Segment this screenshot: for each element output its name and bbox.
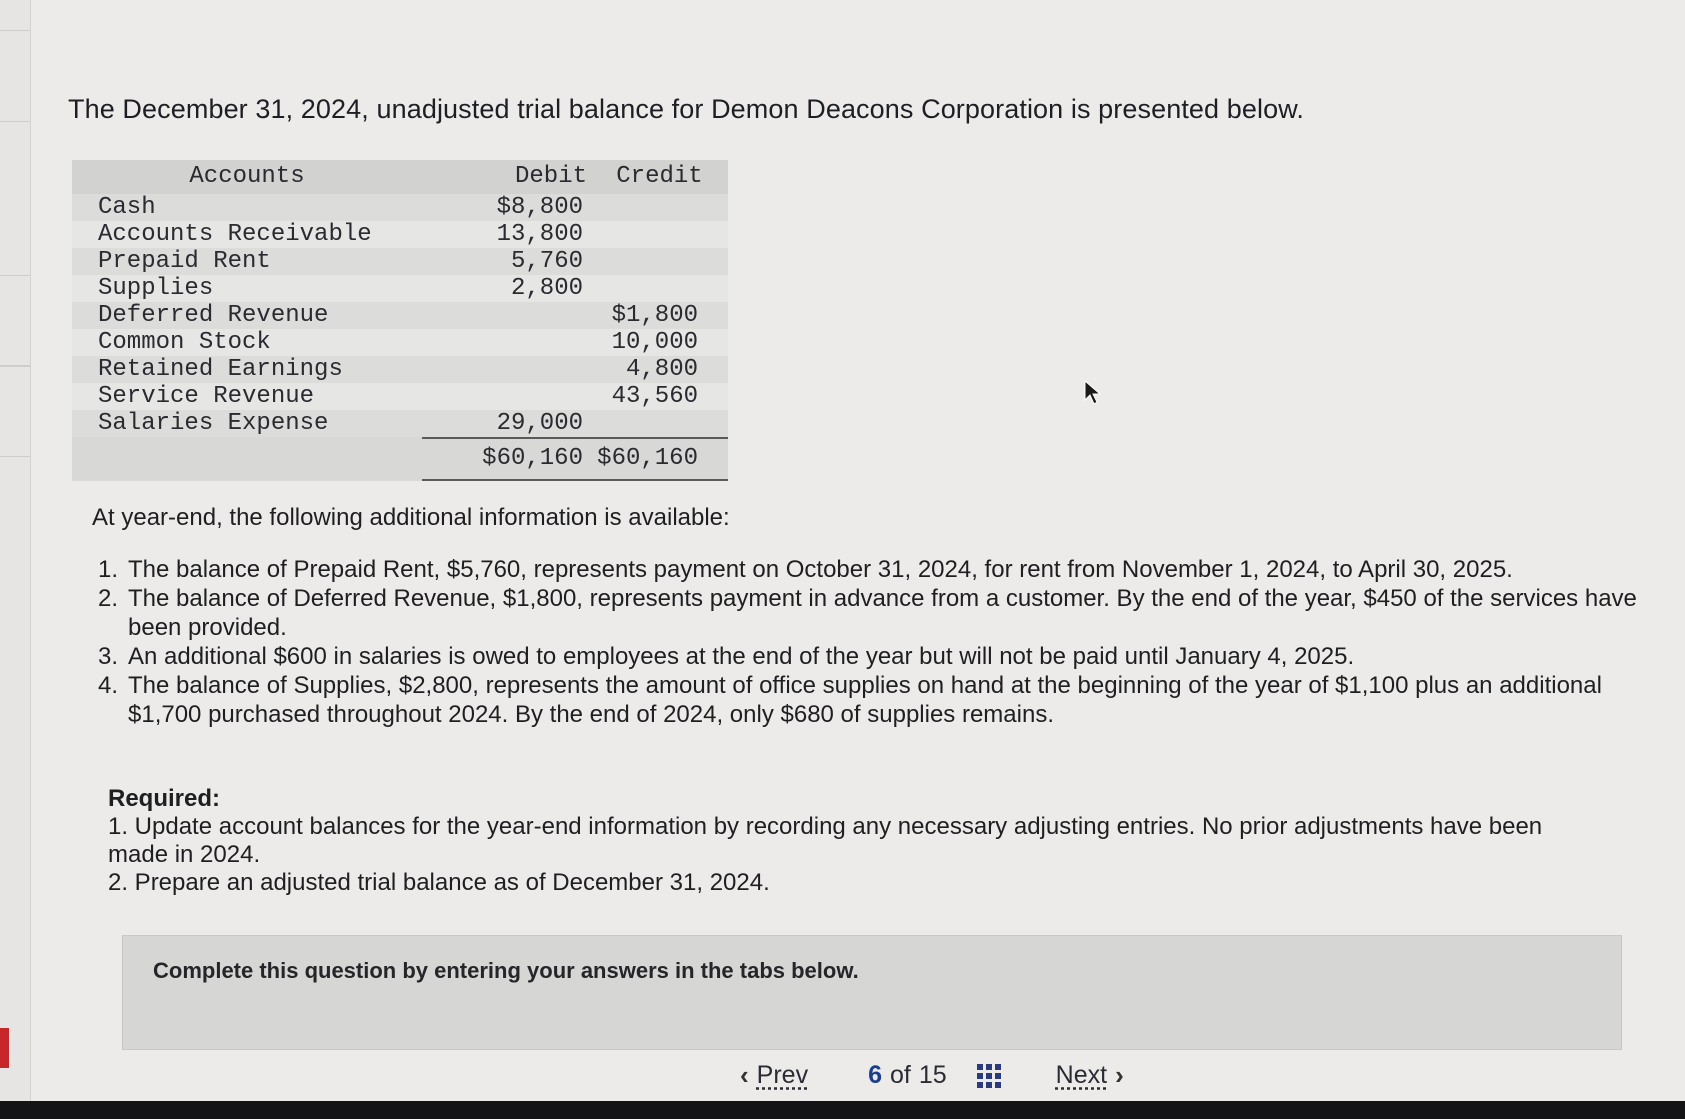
header-debit: Debit xyxy=(514,163,587,190)
debit-value xyxy=(422,383,587,410)
debit-value: 5,760 xyxy=(510,248,583,275)
totals-cells xyxy=(422,437,728,481)
table-row xyxy=(72,275,728,302)
credit-value xyxy=(587,194,728,221)
account-name: Deferred Revenue xyxy=(98,302,329,329)
required-section xyxy=(108,785,1608,897)
credit-value: $1,800 xyxy=(611,302,698,329)
prev-button[interactable] xyxy=(740,1060,808,1091)
table-row xyxy=(72,356,728,383)
header-accounts: Accounts xyxy=(189,163,305,190)
bottom-bar xyxy=(0,1101,1685,1119)
next-label: Next xyxy=(1055,1061,1108,1089)
account-name: Common Stock xyxy=(98,329,271,356)
debit-value xyxy=(422,302,587,329)
instructions-text: Complete this question by entering your answers in the tabs below. xyxy=(153,958,859,983)
debit-value xyxy=(422,329,587,356)
table-row xyxy=(72,329,728,356)
credit-value xyxy=(587,248,728,275)
item-number: 3. xyxy=(98,643,119,670)
credit-value: 43,560 xyxy=(611,383,698,410)
chevron-right-icon: › xyxy=(1115,1060,1124,1090)
account-name: Supplies xyxy=(98,275,214,302)
table-row xyxy=(72,302,728,329)
item-text: An additional $600 in salaries is owed to employees at the end of the year but will not be paid until January 4, 2025. xyxy=(128,643,1355,670)
list-item xyxy=(98,555,1668,584)
list-item xyxy=(98,671,1668,729)
sidebar-red-tab[interactable] xyxy=(0,1028,9,1068)
additional-info-list xyxy=(98,555,1668,729)
table-row xyxy=(72,248,728,275)
item-text: The balance of Prepaid Rent, $5,760, represents payment on October 31, 2024, for rent from November 1, 2024, to April 30, 2025. xyxy=(128,556,1513,583)
intro-text: The December 31, 2024, unadjusted trial balance for Demon Deacons Corporation is presented below. xyxy=(68,94,1304,124)
sidebar-marker xyxy=(0,365,30,457)
sidebar-marker xyxy=(0,30,30,122)
credit-value xyxy=(587,410,728,437)
trial-balance-table xyxy=(72,160,728,481)
additional-info-heading: At year-end, the following additional information is available: xyxy=(92,504,730,531)
prev-label: Prev xyxy=(756,1061,809,1089)
list-item xyxy=(98,642,1668,671)
item-text: The balance of Supplies, $2,800, represents the amount of office supplies on hand at the beginning of the year of $1,100 plus an additional $1,700 purchased throughout 2024. By the end of 2024, only $680 of supplies remains. xyxy=(128,672,1602,728)
account-name: Service Revenue xyxy=(98,383,315,410)
debit-value xyxy=(422,356,587,383)
account-name: Prepaid Rent xyxy=(98,248,271,275)
left-sidebar-strip xyxy=(0,0,31,1119)
account-name: Retained Earnings xyxy=(98,356,343,383)
totals-row xyxy=(72,437,728,481)
of-label: of xyxy=(889,1061,911,1089)
page-indicator xyxy=(868,1061,1001,1090)
table-row xyxy=(72,221,728,248)
table-row xyxy=(72,194,728,221)
total-debit: $60,160 xyxy=(482,445,583,472)
total-pages: 15 xyxy=(918,1061,947,1089)
required-item: 1. Update account balances for the year-end information by recording any necessary adjusting entries. No prior adjustments have been made in 2024. xyxy=(108,813,1543,868)
next-button[interactable] xyxy=(1056,1060,1124,1091)
instructions-panel xyxy=(122,935,1622,1050)
item-text: The balance of Deferred Revenue, $1,800, represents payment in advance from a customer. By the end of the year, $450 of the services have been provided. xyxy=(128,585,1637,641)
account-name: Accounts Receivable xyxy=(98,221,372,248)
grid-icon[interactable] xyxy=(977,1064,1001,1088)
required-item: 2. Prepare an adjusted trial balance as of December 31, 2024. xyxy=(108,869,770,896)
credit-value xyxy=(587,221,728,248)
item-number: 2. xyxy=(98,585,119,612)
sidebar-marker xyxy=(0,275,30,367)
table-row xyxy=(72,383,728,410)
credit-value: 10,000 xyxy=(611,329,698,356)
required-title: Required: xyxy=(108,785,221,812)
item-number: 1. xyxy=(98,556,119,583)
list-item xyxy=(98,584,1668,642)
credit-value: 4,800 xyxy=(625,356,698,383)
debit-value: $8,800 xyxy=(496,194,583,221)
totals-spacer xyxy=(72,437,422,481)
item-number: 4. xyxy=(98,672,119,699)
credit-value xyxy=(587,275,728,302)
total-credit: $60,160 xyxy=(597,445,698,472)
account-name: Salaries Expense xyxy=(98,410,329,437)
trial-balance-header xyxy=(72,160,728,194)
debit-value: 29,000 xyxy=(496,410,583,437)
table-row xyxy=(72,410,728,437)
debit-value: 13,800 xyxy=(496,221,583,248)
header-credit: Credit xyxy=(616,163,703,190)
current-page: 6 xyxy=(868,1061,882,1089)
pagination xyxy=(740,1060,1124,1091)
chevron-left-icon: ‹ xyxy=(740,1060,749,1090)
debit-value: 2,800 xyxy=(510,275,583,302)
account-name: Cash xyxy=(98,194,156,221)
